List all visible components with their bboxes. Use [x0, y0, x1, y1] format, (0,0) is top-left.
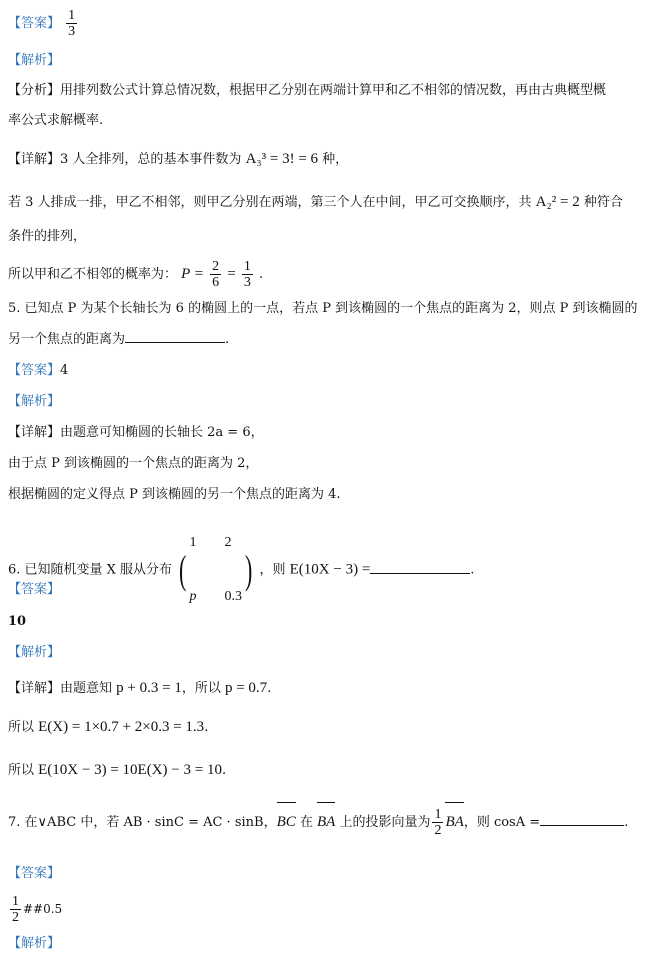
q7-question-line: 7. 在∨ABC 中，若 AB · sinC = AC · sinB，BC 在 BA 上的投影向量为 $\frac{1}{2}$ BA，则 cosA = . — [8, 804, 628, 841]
q4-line-b2: 条件的排列， — [8, 229, 87, 244]
detail-tag: 【详解】 — [8, 425, 61, 440]
vector-bc: BC — [277, 804, 296, 840]
q6-detail-line2: 所以 E(X) = 1×0.7 + 2×0.3 = 1.3. — [8, 719, 209, 735]
analysis-tag: 【解析】 — [8, 936, 61, 951]
answer-tag: 【答案】 — [8, 866, 61, 881]
q6-answer-value: 10 — [8, 614, 27, 629]
q4-fenxi-line1: 【分析】用排列数公式计算总情况数，根据甲乙分别在两端计算甲和乙不相邻的情况数，再由古典概型概 — [8, 83, 607, 98]
q6-answer-blank — [370, 561, 470, 574]
detail-tag: 【详解】 — [8, 152, 61, 167]
q7-answer-blank — [540, 813, 624, 826]
q5-analysis-tag-line — [8, 393, 60, 411]
q5-detail-line3: 根据椭圆的定义得点 P 到该椭圆的另一个焦点的距离为 4. — [8, 487, 341, 502]
q4-detail-line1: 【详解】3 人全排列，总的基本事件数为 A₃³ = 3! = 6 种， — [8, 151, 349, 167]
fenxi-tag: 【分析】 — [8, 83, 61, 98]
q4-answer-line — [8, 8, 79, 39]
q5-answer-line: 【答案】4 — [8, 363, 69, 378]
answer-tag: 【答案】 — [8, 16, 61, 31]
q6-analysis-tag-line — [8, 644, 60, 662]
q6-detail-line1: 【详解】由题意知 p + 0.3 = 1，所以 p = 0.7. — [8, 680, 272, 696]
q5-detail-line1: 【详解】由题意可知椭圆的长轴长 2a = 6， — [8, 425, 264, 440]
q4-frac-2-6: $\frac{2}{6}$ — [212, 259, 220, 290]
q4-line-c: 所以甲和乙不相邻的概率为： P = $\frac{2}{6}$ = $\frac{1}{3}$ . — [8, 259, 264, 290]
q4-fenxi-line2: 率公式求解概率. — [8, 113, 104, 128]
vector-ba: BA — [317, 804, 335, 840]
q5-question-line2: 另一个焦点的距离为 . — [8, 332, 230, 347]
q4-line-b1: 若 3 人排成一排，甲乙不相邻，则甲乙分别在两端，第三个人在中间，甲乙可交换顺序，共 A₂² = 2 种符合 — [8, 194, 623, 210]
analysis-tag: 【解析】 — [8, 53, 61, 68]
answer-tag: 【答案】 — [8, 582, 61, 597]
q4-frac-1-3: $\frac{1}{3}$ — [243, 259, 251, 290]
q6-detail-line3: 所以 E(10X − 3) = 10E(X) − 3 = 10. — [8, 762, 227, 778]
analysis-tag: 【解析】 — [8, 394, 61, 409]
q7-answer-fraction: $\frac{1}{2}$ — [12, 894, 19, 925]
analysis-tag: 【解析】 — [8, 645, 61, 660]
q6-question-line: 6. 已知随机变量 X 服从分布 ( 1 2 p 0.3 ) ，则 E(10X − 3) = . — [8, 518, 474, 622]
q4-answer-fraction: $\frac{1}{3}$ — [68, 8, 76, 39]
q7-answer-value: $\frac{1}{2}$ ##0.5 — [12, 894, 63, 925]
q7-analysis-tag-line — [8, 935, 60, 953]
q4-analysis-tag-line — [8, 52, 60, 70]
q7-half-fraction: $\frac{1}{2}$ — [434, 807, 442, 838]
vector-ba-2: BA — [445, 804, 463, 840]
q5-answer-blank — [125, 330, 225, 343]
q5-detail-line2: 由于点 P 到该椭圆的一个焦点的距离为 2， — [8, 456, 259, 471]
answer-tag: 【答案】 — [8, 363, 61, 378]
q5-question-line1: 5. 已知点 P 为某个长轴长为 6 的椭圆上的一点，若点 P 到该椭圆的一个焦点的距离为 2，则点 P 到该椭圆的 — [8, 301, 638, 316]
q7-answer-tag-line — [8, 865, 60, 883]
q6-distribution-matrix: 1 2 p 0.3 — [189, 535, 243, 604]
q6-answer-tag-line — [8, 581, 60, 599]
detail-tag: 【详解】 — [8, 681, 61, 696]
